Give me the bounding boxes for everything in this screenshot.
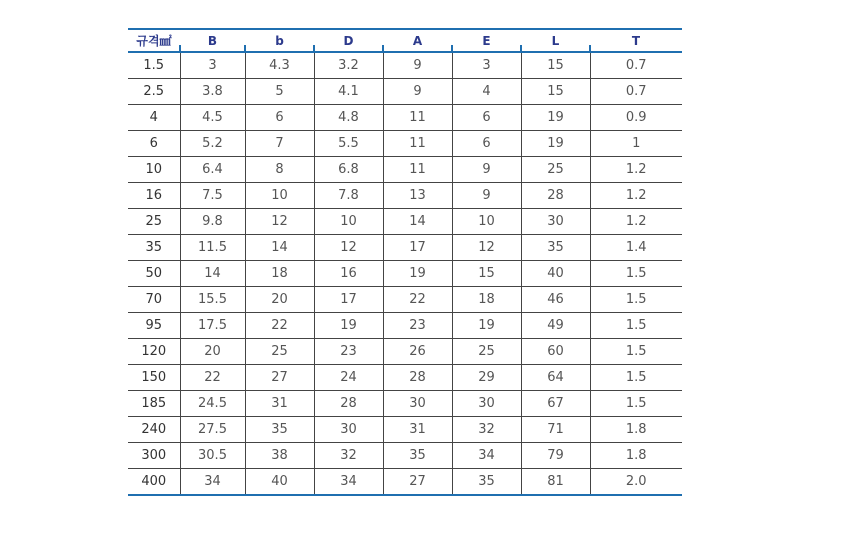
cell-b-upper: 4.5 <box>180 105 245 131</box>
cell-l: 81 <box>521 469 590 496</box>
cell-b-lower: 7 <box>245 131 314 157</box>
cell-a: 22 <box>383 287 452 313</box>
table-row <box>128 469 682 496</box>
cell-b-lower: 10 <box>245 183 314 209</box>
cell-spec: 4 <box>128 105 180 131</box>
cell-a: 19 <box>383 261 452 287</box>
cell-e: 18 <box>452 287 521 313</box>
header-row <box>128 29 682 52</box>
cell-b-upper: 17.5 <box>180 313 245 339</box>
cell-e: 19 <box>452 313 521 339</box>
cell-t: 1.5 <box>590 391 682 417</box>
cell-t: 2.0 <box>590 469 682 496</box>
cell-a: 27 <box>383 469 452 496</box>
header-d: D <box>314 29 383 52</box>
cell-spec: 95 <box>128 313 180 339</box>
cell-a: 14 <box>383 209 452 235</box>
cell-b-upper: 24.5 <box>180 391 245 417</box>
cell-a: 35 <box>383 443 452 469</box>
cell-t: 1.2 <box>590 183 682 209</box>
cell-spec: 1.5 <box>128 52 180 79</box>
cell-spec: 120 <box>128 339 180 365</box>
cell-l: 71 <box>521 417 590 443</box>
cell-t: 0.9 <box>590 105 682 131</box>
cell-d: 12 <box>314 235 383 261</box>
cell-b-lower: 27 <box>245 365 314 391</box>
cell-a: 13 <box>383 183 452 209</box>
cell-b-lower: 20 <box>245 287 314 313</box>
cell-l: 15 <box>521 79 590 105</box>
table-row <box>128 105 682 131</box>
cell-l: 25 <box>521 157 590 183</box>
cell-b-lower: 40 <box>245 469 314 496</box>
table-row <box>128 391 682 417</box>
cell-l: 64 <box>521 365 590 391</box>
cell-d: 7.8 <box>314 183 383 209</box>
table-row <box>128 235 682 261</box>
table-row <box>128 52 682 79</box>
table-row <box>128 209 682 235</box>
cell-e: 34 <box>452 443 521 469</box>
cell-b-lower: 25 <box>245 339 314 365</box>
cell-t: 1.5 <box>590 261 682 287</box>
cell-d: 30 <box>314 417 383 443</box>
cell-t: 1.4 <box>590 235 682 261</box>
header-l: L <box>521 29 590 52</box>
cell-e: 29 <box>452 365 521 391</box>
table-row <box>128 79 682 105</box>
table-row <box>128 287 682 313</box>
table-row <box>128 313 682 339</box>
cell-spec: 16 <box>128 183 180 209</box>
cell-d: 16 <box>314 261 383 287</box>
cell-l: 35 <box>521 235 590 261</box>
table-row <box>128 157 682 183</box>
cell-b-lower: 22 <box>245 313 314 339</box>
cell-e: 10 <box>452 209 521 235</box>
cell-b-lower: 5 <box>245 79 314 105</box>
table-row <box>128 417 682 443</box>
cell-b-upper: 6.4 <box>180 157 245 183</box>
table-row <box>128 183 682 209</box>
cell-b-lower: 14 <box>245 235 314 261</box>
cell-t: 1.5 <box>590 365 682 391</box>
cell-e: 35 <box>452 469 521 496</box>
cell-l: 46 <box>521 287 590 313</box>
table-row <box>128 261 682 287</box>
cell-t: 1.5 <box>590 287 682 313</box>
header-a: A <box>383 29 452 52</box>
cell-b-lower: 4.3 <box>245 52 314 79</box>
cell-l: 40 <box>521 261 590 287</box>
cell-b-upper: 5.2 <box>180 131 245 157</box>
header-b-upper: B <box>180 29 245 52</box>
header-e: E <box>452 29 521 52</box>
cell-b-upper: 34 <box>180 469 245 496</box>
cell-l: 15 <box>521 52 590 79</box>
table-row <box>128 365 682 391</box>
cell-d: 28 <box>314 391 383 417</box>
cell-spec: 150 <box>128 365 180 391</box>
cell-t: 1.5 <box>590 339 682 365</box>
cell-t: 1.8 <box>590 417 682 443</box>
cell-b-lower: 38 <box>245 443 314 469</box>
cell-b-lower: 8 <box>245 157 314 183</box>
cell-b-lower: 12 <box>245 209 314 235</box>
cell-b-upper: 14 <box>180 261 245 287</box>
cell-l: 60 <box>521 339 590 365</box>
cell-e: 15 <box>452 261 521 287</box>
cell-b-upper: 7.5 <box>180 183 245 209</box>
cell-t: 1 <box>590 131 682 157</box>
cell-d: 32 <box>314 443 383 469</box>
cell-a: 26 <box>383 339 452 365</box>
cell-d: 4.8 <box>314 105 383 131</box>
cell-t: 0.7 <box>590 52 682 79</box>
cell-spec: 185 <box>128 391 180 417</box>
cell-spec: 400 <box>141 474 167 489</box>
cell-e: 12 <box>452 235 521 261</box>
cell-d: 19 <box>314 313 383 339</box>
cell-d: 34 <box>314 469 383 496</box>
cell-e: 32 <box>452 417 521 443</box>
cell-a: 28 <box>383 365 452 391</box>
cell-a: 11 <box>383 157 452 183</box>
cell-t: 1.8 <box>590 443 682 469</box>
cell-a: 17 <box>383 235 452 261</box>
cell-d: 24 <box>314 365 383 391</box>
cell-a: 31 <box>383 417 452 443</box>
cell-e: 4 <box>452 79 521 105</box>
cell-a: 11 <box>383 131 452 157</box>
cell-e: 3 <box>452 52 521 79</box>
cell-d: 10 <box>314 209 383 235</box>
cell-t: 0.7 <box>590 79 682 105</box>
cell-t: 1.5 <box>590 313 682 339</box>
cell-spec: 6 <box>128 131 180 157</box>
cell-d: 23 <box>314 339 383 365</box>
cell-a: 9 <box>383 52 452 79</box>
cell-b-upper: 20 <box>180 339 245 365</box>
cell-b-lower: 6 <box>245 105 314 131</box>
cell-e: 6 <box>452 131 521 157</box>
cell-d: 4.1 <box>314 79 383 105</box>
cell-spec: 70 <box>128 287 180 313</box>
cell-spec: 240 <box>128 417 180 443</box>
cell-d: 3.2 <box>314 52 383 79</box>
cell-spec: 10 <box>128 157 180 183</box>
cell-e: 25 <box>452 339 521 365</box>
cell-b-upper: 22 <box>180 365 245 391</box>
cell-e: 30 <box>452 391 521 417</box>
cell-spec: 25 <box>128 209 180 235</box>
cell-l: 19 <box>521 131 590 157</box>
cell-b-lower: 31 <box>245 391 314 417</box>
header-b-lower: b <box>245 29 314 52</box>
cell-l: 30 <box>521 209 590 235</box>
cell-spec: 35 <box>128 235 180 261</box>
header-spec: 규격㎟ <box>128 29 180 52</box>
cell-b-lower: 35 <box>245 417 314 443</box>
cell-e: 9 <box>452 157 521 183</box>
cell-l: 79 <box>521 443 590 469</box>
cell-t: 1.2 <box>590 157 682 183</box>
cell-d: 5.5 <box>314 131 383 157</box>
table-row <box>128 339 682 365</box>
cell-b-upper: 3.8 <box>180 79 245 105</box>
cell-d: 6.8 <box>314 157 383 183</box>
cell-a: 9 <box>383 79 452 105</box>
cell-spec: 300 <box>128 443 180 469</box>
cell-b-lower: 18 <box>245 261 314 287</box>
cell-b-upper: 3 <box>180 52 245 79</box>
table-row <box>128 131 682 157</box>
cell-b-upper: 11.5 <box>180 235 245 261</box>
cell-l: 19 <box>521 105 590 131</box>
cell-b-upper: 15.5 <box>180 287 245 313</box>
cell-t: 1.2 <box>590 209 682 235</box>
header-t: T <box>590 29 682 52</box>
cell-l: 28 <box>521 183 590 209</box>
cell-d: 17 <box>314 287 383 313</box>
cell-e: 6 <box>452 105 521 131</box>
cell-a: 23 <box>383 313 452 339</box>
cell-b-upper: 9.8 <box>180 209 245 235</box>
cell-a: 30 <box>383 391 452 417</box>
spec-table <box>128 28 682 496</box>
cell-a: 11 <box>383 105 452 131</box>
cell-spec: 50 <box>128 261 180 287</box>
cell-b-upper: 27.5 <box>180 417 245 443</box>
cell-l: 67 <box>521 391 590 417</box>
cell-b-upper: 30.5 <box>180 443 245 469</box>
cell-e: 9 <box>452 183 521 209</box>
cell-spec: 2.5 <box>128 79 180 105</box>
cell-l: 49 <box>521 313 590 339</box>
table-row <box>128 443 682 469</box>
table-body <box>128 52 682 495</box>
table-header <box>128 29 682 52</box>
